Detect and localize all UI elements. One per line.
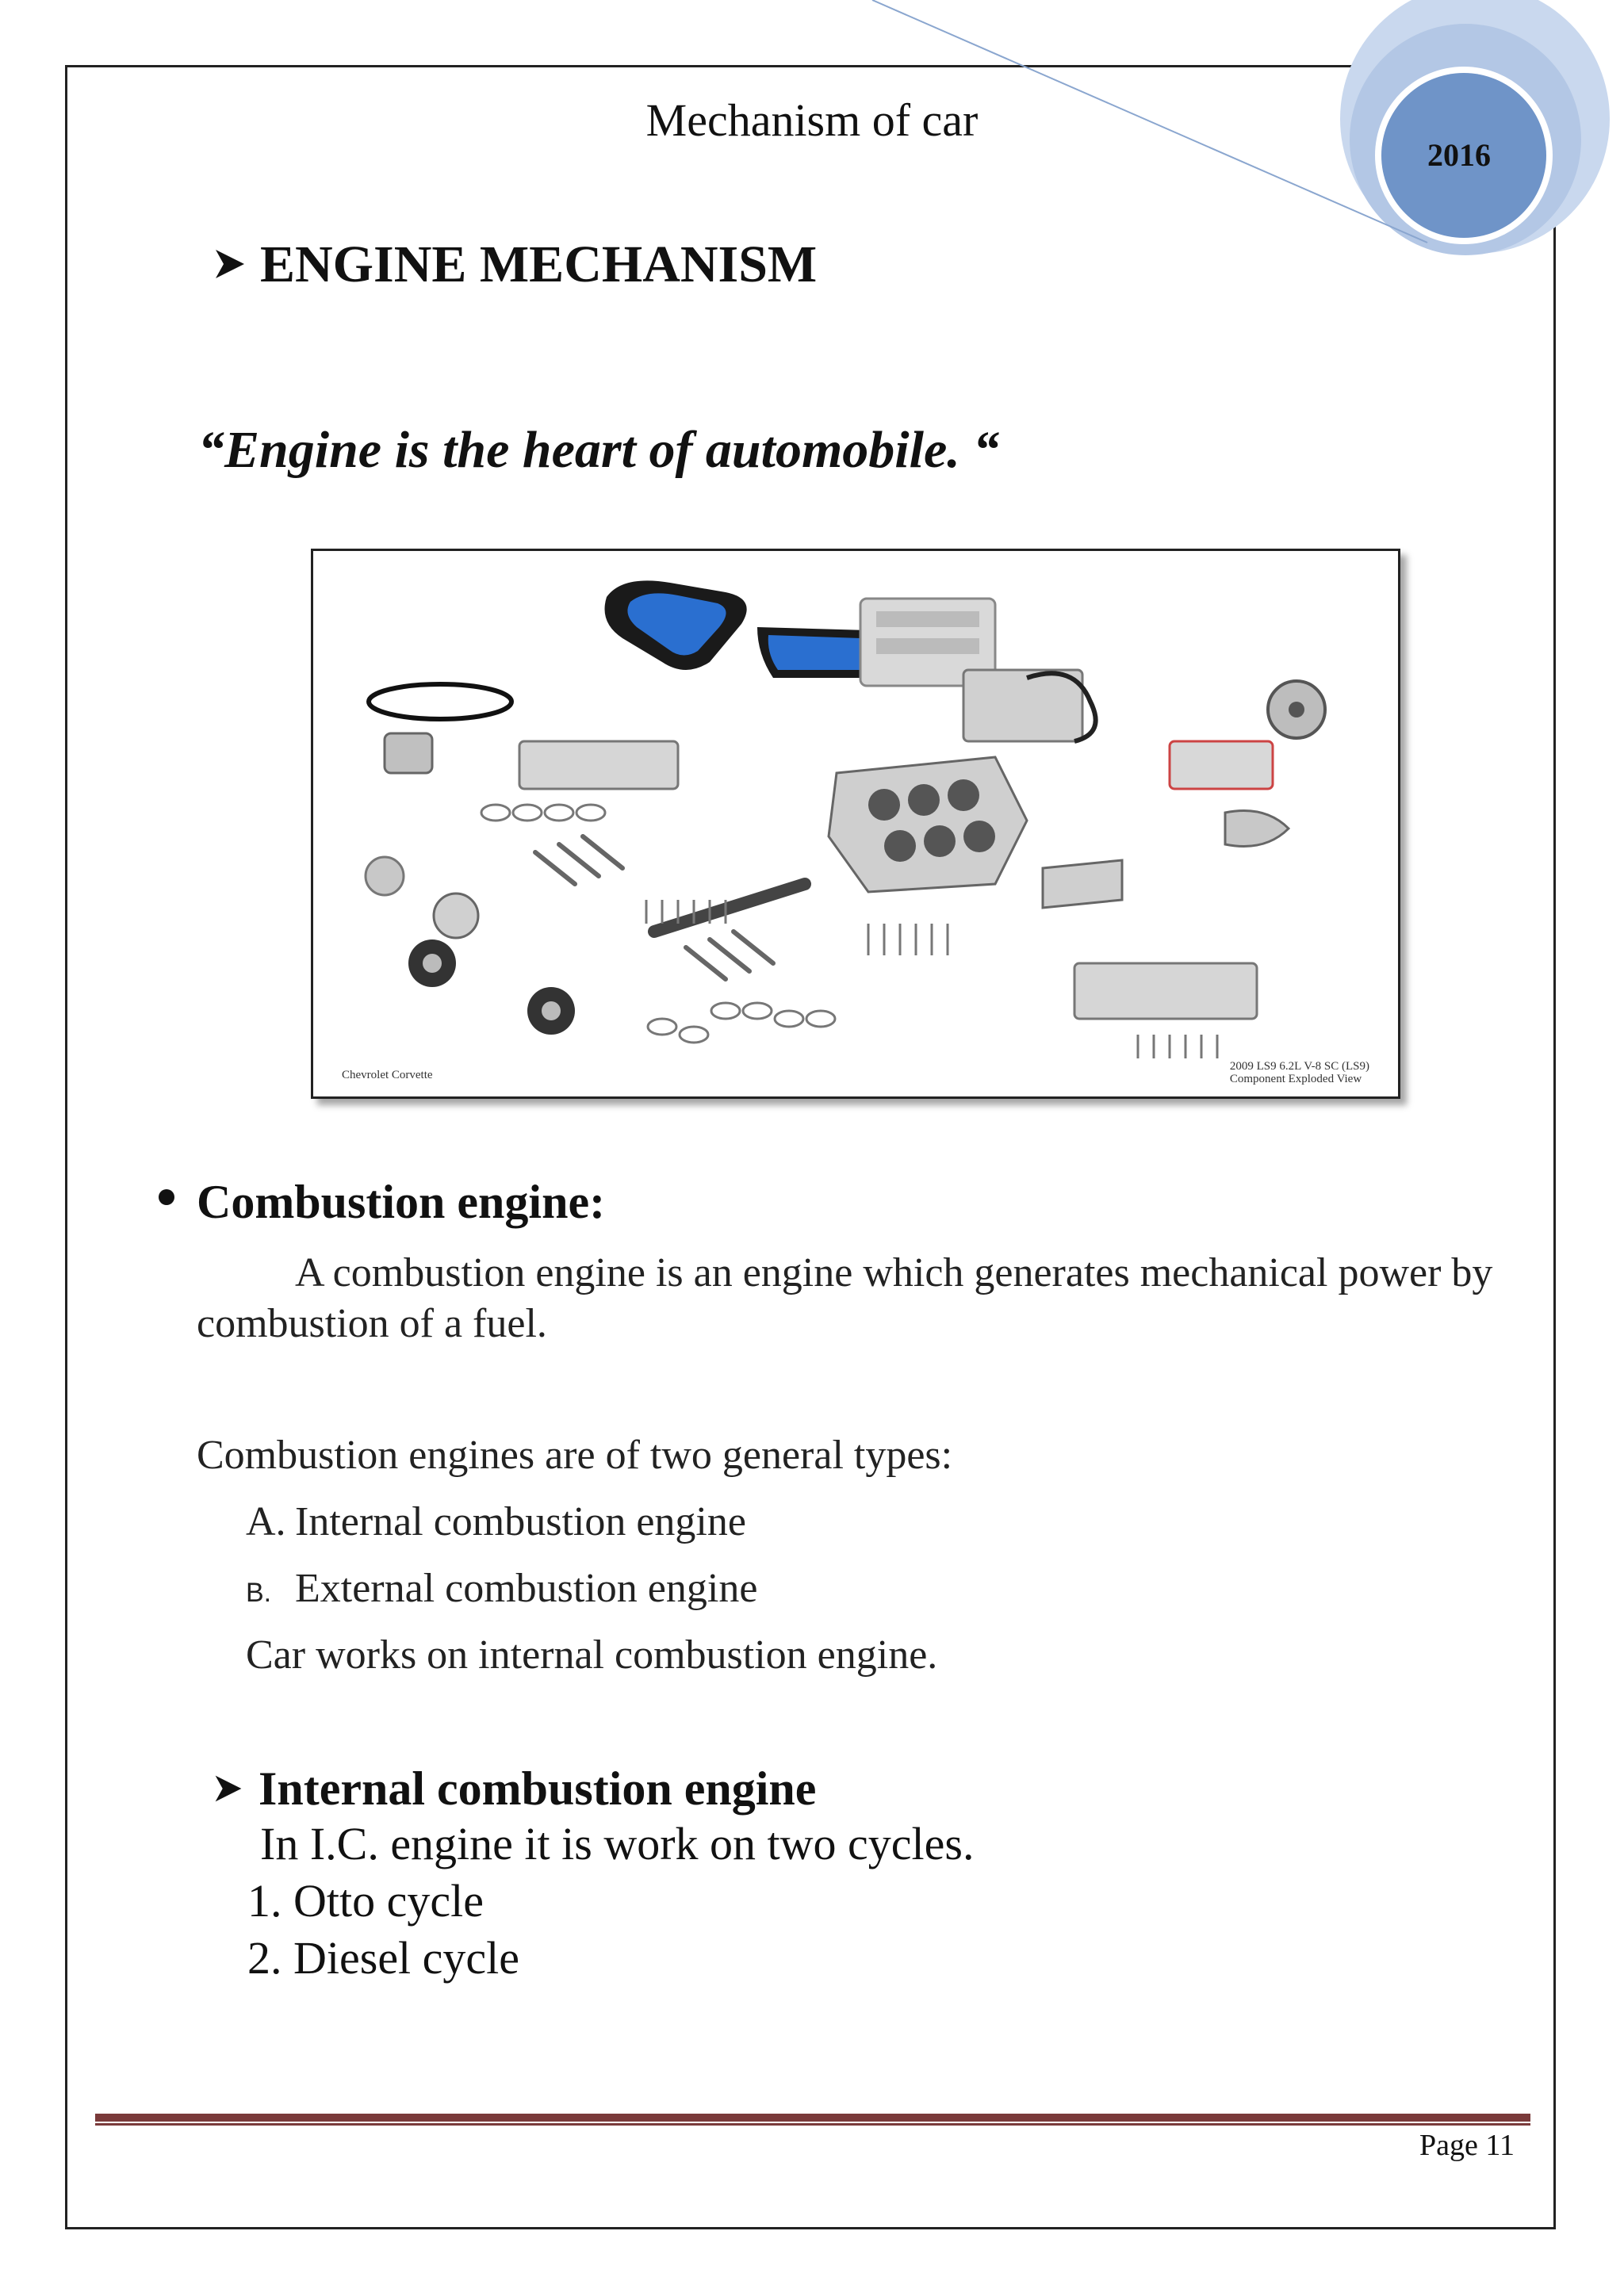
car-engine-statement: Car works on internal combustion engine. <box>246 1632 938 1678</box>
engine-cover-part <box>605 580 877 678</box>
list-item: 2. Diesel cycle <box>247 1932 520 1984</box>
oil-pan-part <box>1170 741 1273 789</box>
ic-engine-heading <box>213 1762 816 1816</box>
engine-types-intro: Combustion engines are of two general types: <box>197 1433 953 1478</box>
figure-caption-left: Chevrolet Corvette <box>342 1069 433 1081</box>
list-item-text: Internal combustion engine <box>295 1499 746 1544</box>
ic-engine-heading-text: Internal combustion engine <box>259 1762 817 1815</box>
combustion-engine-definition <box>197 1248 1513 1349</box>
engine-quote: “Engine is the heart of automobile. “ <box>198 421 1000 479</box>
round-bullet-icon <box>159 1189 174 1205</box>
ic-engine-description: In I.C. engine it is work on two cycles. <box>260 1818 975 1869</box>
gasket-part <box>1043 860 1122 908</box>
list-item-label: A. <box>246 1499 286 1544</box>
exhaust-manifold-part <box>1225 811 1289 847</box>
arrowhead-bullet-icon <box>213 1762 259 1816</box>
figure-caption-right-line2: Component Exploded View <box>1229 1073 1362 1085</box>
engine-parts-illustration <box>313 551 1398 1096</box>
list-item <box>246 1498 746 1545</box>
list-item <box>246 1565 757 1612</box>
intake-manifold-part <box>963 670 1082 741</box>
engine-block-part <box>829 757 1027 892</box>
combustion-engine-heading: Combustion engine: <box>197 1176 606 1228</box>
pulley-part <box>366 857 404 895</box>
alternator-part <box>385 733 432 773</box>
page-header-title: Mechanism of car <box>645 94 979 146</box>
list-item-label: B. <box>246 1578 272 1608</box>
section-heading <box>213 235 817 295</box>
cylinder-head-part <box>1074 963 1257 1019</box>
year-badge: 2016 <box>1427 137 1491 173</box>
cylinder-head-part <box>519 741 678 789</box>
drive-belt-part <box>369 684 511 719</box>
footer-divider <box>95 2114 1530 2126</box>
engine-exploded-view-figure <box>311 549 1400 1099</box>
list-item: 1. Otto cycle <box>247 1875 484 1927</box>
section-heading-text: ENGINE MECHANISM <box>260 235 818 293</box>
combustion-engine-definition-text: A combustion engine is an engine which generates mechanical power by combustion of a fuel. <box>197 1250 1493 1346</box>
page-number: Page 11 <box>1419 2129 1515 2162</box>
arrowhead-bullet-icon <box>213 235 260 295</box>
list-item-text: External combustion engine <box>295 1566 758 1611</box>
figure-caption-right <box>1230 1060 1369 1085</box>
water-pump-part <box>434 894 478 938</box>
figure-caption-right-line1: 2009 LS9 6.2L V-8 SC (LS9) <box>1229 1060 1369 1073</box>
